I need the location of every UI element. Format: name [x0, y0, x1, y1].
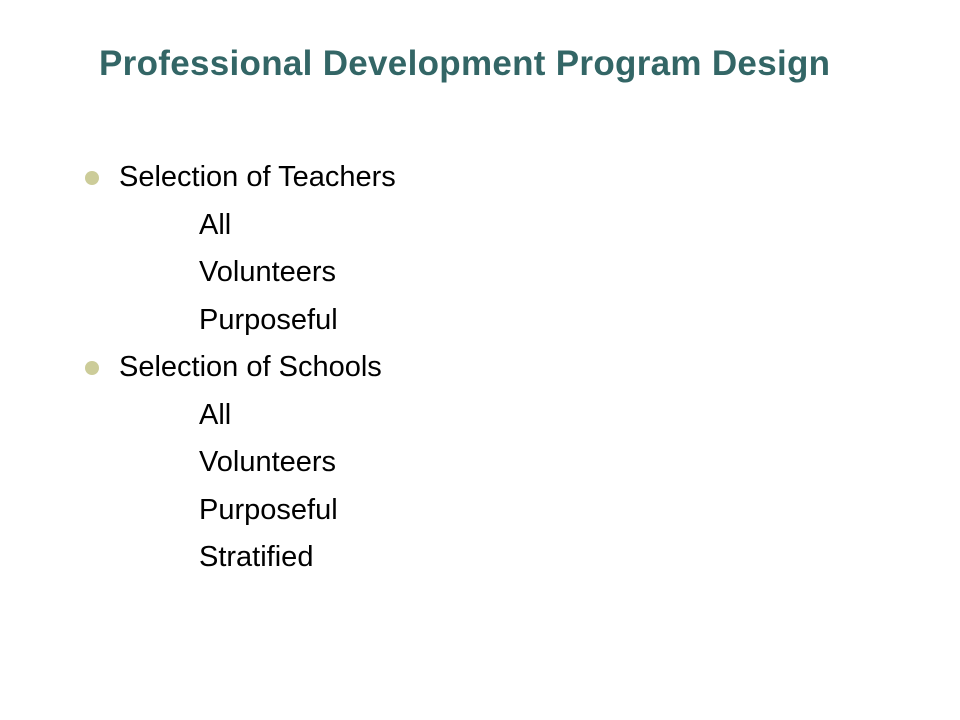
bullet-item-selection-of-teachers [0, 154, 960, 202]
sub-item-all [0, 202, 960, 250]
sub-item-label: All [199, 398, 232, 431]
bullet-item-selection-of-schools [0, 344, 960, 392]
sub-item-label: All [199, 208, 232, 241]
sub-item-label: Purposeful [199, 303, 338, 336]
sub-item-label: Stratified [199, 541, 314, 573]
bullet-list [0, 154, 960, 582]
sub-item-purposeful [0, 487, 960, 535]
bullet-item-label: Selection of Teachers [119, 161, 396, 193]
slide-title: Professional Development Program Design [99, 44, 831, 83]
bullet-item-label: Selection of Schools [119, 351, 382, 383]
sub-item-all [0, 392, 960, 440]
circle-bullet-icon [85, 171, 99, 185]
circle-bullet-icon [85, 361, 99, 375]
sub-item-purposeful [0, 297, 960, 345]
sub-item-volunteers [0, 249, 960, 297]
sub-item-label: Volunteers [199, 256, 337, 288]
sub-item-stratified [0, 534, 960, 582]
sub-item-label: Purposeful [199, 493, 338, 526]
sub-item-label: Volunteers [199, 446, 337, 478]
sub-item-volunteers [0, 439, 960, 487]
